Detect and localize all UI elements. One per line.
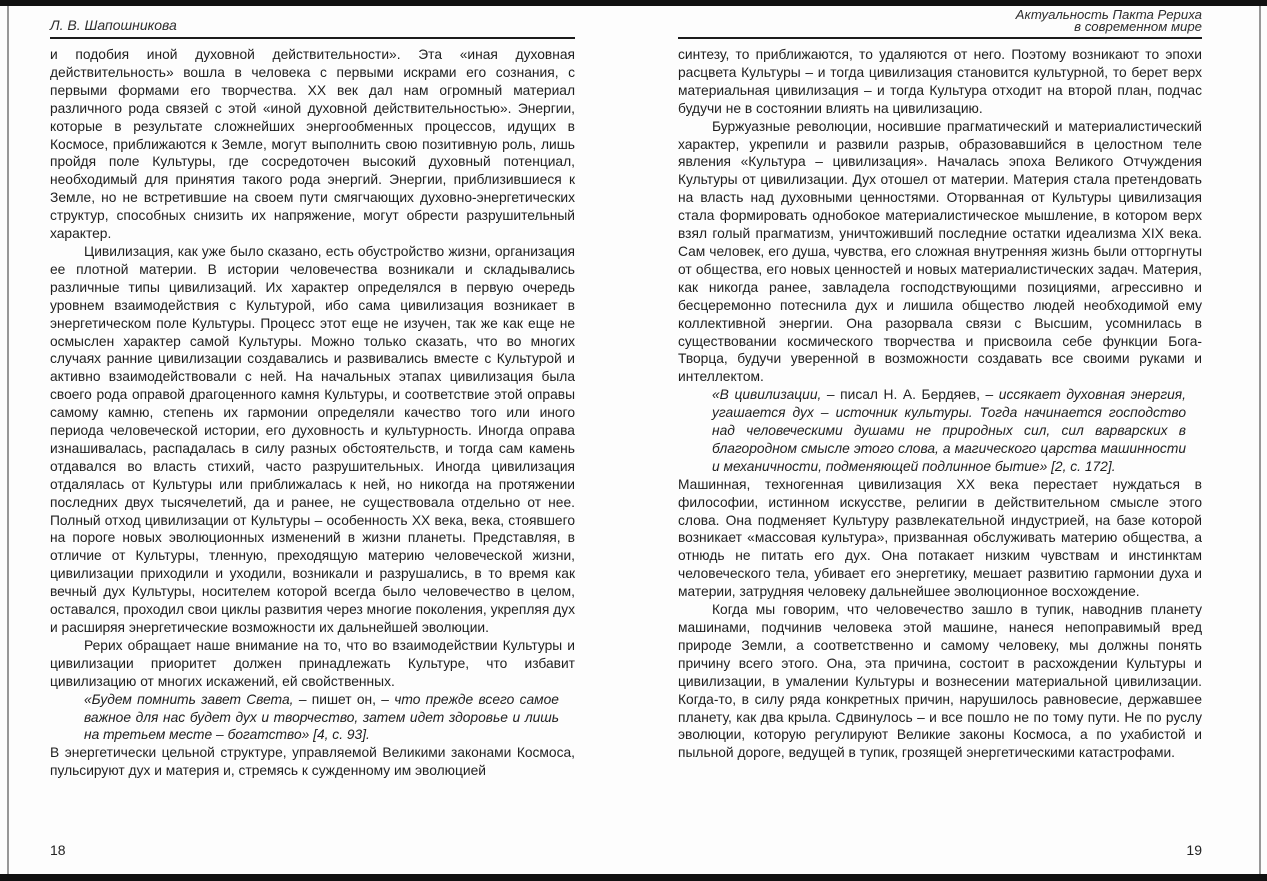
body-paragraph: [50, 744, 575, 780]
scan-edge-top-bar: [0, 0, 1267, 6]
chapter-title-line-2: в современном мире: [1074, 19, 1202, 35]
page-right: [678, 7, 1202, 832]
page-left-text-block: [50, 46, 575, 832]
text-segment: Рерих обращает наше внимание на то, что во взаимодействии Культуры и цивилизации приоритет должен принадлежать Культуре, что избавит цивилизацию от многих искажений, ей свойственных.: [50, 637, 575, 689]
text-segment: Буржуазные революции, носившие прагматический и материалистический характер, укрепили и развили разрыв, образовавшийся в целостном теле явления «Культура – цивилизация». Началась эпоха Великого Отчуждения Культуры от цивилизации. Дух отошел от материи. Материя стала претендовать на власть над духовными ценностями. Оторванная от Культуры цивилизация стала формировать однобокое материалистическое мышление, в котором верх взял голый прагматизм, уничтоживший последние остатки идеализма XIX века. Сам человек, его душа, чувства, его сложная внутренняя жизнь были отторгнуты от общества, его новых ценностей и новых материалистических задач. Материя, как никогда ранее, завладела господствующими позициями, агрессивно и бесцеремонно потеснила дух и лишила общество людей необходимой ему коллективной энергии. Она разорвала связи с Высшим, усомнилась в существовании космического творчества и присвоила себе функции Бога-Творца, будучи уверенной в возможности создавать все своими руками и интеллектом.: [678, 118, 1202, 385]
quote-paragraph: [712, 386, 1186, 476]
text-segment: Машинная, техногенная цивилизация XX века перестает нуждаться в философии, истинном искусстве, религии в действительном смысле этого слова. Она подменяет Культуру развлекательной индустрией, на базе которой возникает «массовая культура», призванная обслуживать материю общества, а отнюдь не питать его дух. Она потакает низким чувствам и инстинктам человеческого тела, убивает его энергетику, мешает развитию гармонии духа и материи, затрудняя человеку дальнейшее эволюционное восхождение.: [678, 476, 1202, 600]
text-segment: Когда мы говорим, что человечество зашло в тупик, наводнив планету машинами, подчинив человека этой машине, нанеся непоправимый вред природе Земли, а соответственно и самому человеку, мы должны понять причину всего этого. Она, эта причина, состоит в расхождении Культуры и цивилизации, в умалении Культуры и вознесении материальной цивилизации. Когда-то, в силу ряда конкретных причин, нарушилось равновесие, державшее планету, как два крыла. Сдвинулось – и все пошло не по тому пути. Не по руслу эволюции, которую регулируют Великие законы Космоса, а по ухабистой и пыльной дороге, ведущей в тупик, грозящей энергетическими катастрофами.: [678, 602, 1202, 761]
chapter-title-line-1: Актуальность Пакта Рериха: [1015, 7, 1202, 23]
body-paragraph: [678, 601, 1202, 762]
quote-paragraph: [84, 691, 559, 745]
body-paragraph: [678, 476, 1202, 601]
text-segment: – пишет он, –: [298, 691, 395, 707]
running-header-left: [50, 10, 575, 33]
page-left: [50, 10, 575, 832]
body-paragraph: [678, 118, 1202, 387]
text-segment: Цивилизация, как уже было сказано, есть обустройство жизни, организация ее плотной материи. В истории человечества возникали и складывались различные типы цивилизаций. Их характер определялся в первую очередь уровнем взаимодействия с Культурой, ибо сама цивилизация возникает в энергетическом поле Культуры. Процесс этот еще не изучен, так же как еще не осмыслен характер самой Культуры. Можно только сказать, что во многих случаях ранние цивилизации создавались и развивались вместе с Культурой и активно взаимодействовали с ней. На начальных этапах цивилизация была своего рода оправой драгоценного камня Культуры, и соответствие этой оправы самому камню, степень их гармонии определяли качество того или иного периода человеческой истории, его духовность и культурность. Иногда оправа изнашивалась, распадалась в силу разных обстоятельств, и тогда сам камень отдавался во власть стихий, часто разрушительных. Иногда цивилизация отдалялась от Культуры или приближалась к ней, но никогда на протяжении последних двух тысячелетий, да и ранее, не существовала отдельно от нее. Полный отход цивилизации от Культуры – особенность XX века, века, стоявшего на пороге новых эволюционных изменений в жизни планеты. Представляя, в отличие от Культуры, тленную, преходящую материю человеческой жизни, цивилизации приходили и уходили, возникали и разрушались, в то время как вечный дух Культуры, носителем которой всегда было человечество в целом, оставался, проходил свои циклы развития через многие поколения, укрепляя дух и расширяя энергетические возможности их дальнейшей эволюции.: [50, 243, 575, 635]
body-paragraph: [50, 243, 575, 637]
body-paragraph: [50, 637, 575, 691]
page-number-left: 18: [50, 842, 66, 858]
page-number-right: 19: [1186, 842, 1202, 858]
running-header-right: [678, 7, 1202, 35]
body-paragraph: [678, 46, 1202, 118]
page-right-text-block: [678, 46, 1202, 832]
header-rule-right: [678, 37, 1202, 39]
quoted-italic-text: «В цивилизации,: [712, 387, 827, 403]
quoted-italic-text: что прежде всего самое важное для нас будет дух и творчество, затем идет здоровье и лишь на третьем месте – богатство» [4, с. 93].: [84, 691, 559, 743]
scan-edge-bottom-bar: [0, 874, 1267, 881]
text-segment: и подобия иной духовной действительности». Эта «иная духовная действительность» вошла в человека с первыми искрами его сознания, с первыми формами его творчества. XX век дал нам огромный материал различного рода связей с этой «иной духовной действительностью». Энергии, которые в результате сложнейших энергообменных процессов, идущих в Космосе, приближаются к Земле, могут выполнить свою позитивную роль, лишь пройдя поле Культуры, где сосредоточен высокий духовный потенциал, необходимый для принятия такого рода энергий. Энергии, приблизившиеся к Земле, но не встретившие на своем пути смягчающих духовно-энергетических структур, способных снизить их напряжение, могут обрести разрушительный характер.: [50, 47, 575, 242]
body-paragraph: [50, 46, 575, 243]
header-rule-left: [50, 37, 575, 39]
scan-edge-right-line: [1259, 6, 1261, 874]
text-segment: синтезу, то приближаются, то удаляются от него. Поэтому возникают то эпохи расцвета Культуры – и тогда цивилизация становится культурной, то берет верх материальная цивилизация – и тогда Культура отходит на второй план, подчас будучи не в состоянии влиять на цивилизацию.: [678, 47, 1202, 116]
quoted-italic-text: «Будем помнить завет Света,: [84, 691, 299, 707]
text-segment: В энергетически цельной структуре, управляемой Великими законами Космоса, пульсируют дух и материя и, стремясь к сужденному им эволюцией: [50, 745, 575, 779]
text-segment: – писал Н. А. Бердяев, –: [826, 387, 999, 403]
quoted-italic-text: иссякает духовная энергия, угашается дух – источник культуры. Тогда начинается господство над человеческими душами не природных сил, сил варварских в благородном смысле этого слова, а магического царства машинности и механичности, подменяющей подлинное бытие» [2, с. 172].: [712, 387, 1187, 474]
author-name: Л. В. Шапошникова: [50, 17, 177, 33]
scan-edge-left-line: [7, 6, 9, 874]
